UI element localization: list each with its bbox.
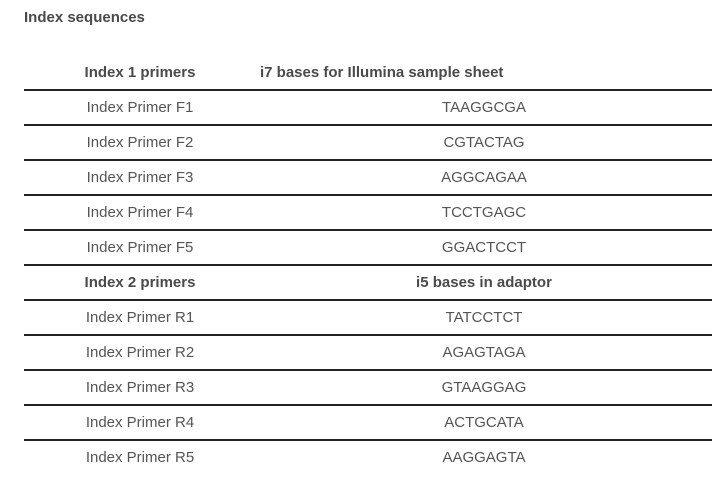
header-cell: Index 2 primers [24, 265, 256, 300]
index-sequences-table [24, 56, 712, 474]
table-row [24, 195, 712, 230]
bases-sequence: AGAGTAGA [256, 335, 712, 370]
primer-name: Index Primer F4 [24, 195, 256, 230]
table-row [24, 125, 712, 160]
table-row [24, 160, 712, 195]
bases-sequence: TATCCTCT [256, 300, 712, 335]
bases-sequence: AAGGAGTA [442, 449, 526, 466]
table-row [24, 300, 712, 335]
header-cell: Index 1 primers [24, 56, 256, 90]
table-header-row [24, 56, 712, 90]
bases-sequence: AGGCAGAA [256, 160, 712, 195]
table-row [24, 405, 712, 440]
bases-sequence: GGACTCCT [256, 230, 712, 265]
bases-sequence: GTAAGGAG [256, 370, 712, 405]
primer-name: Index Primer F5 [24, 230, 256, 265]
page-title: Index sequences [24, 9, 145, 26]
primer-name: Index Primer F2 [24, 125, 256, 160]
table-row [24, 90, 712, 125]
table-row [24, 230, 712, 265]
primer-name: Index Primer R2 [24, 335, 256, 370]
table-header-row [24, 265, 712, 300]
primer-name: Index Primer R5 [85, 449, 195, 466]
primer-name: Index Primer F3 [24, 160, 256, 195]
table-row [24, 335, 712, 370]
header-cell: i7 bases for Illumina sample sheet [256, 56, 712, 90]
bases-sequence: TAAGGCGA [256, 90, 712, 125]
primer-name: Index Primer R3 [24, 370, 256, 405]
bases-sequence: CGTACTAG [256, 125, 712, 160]
primer-name: Index Primer R4 [24, 405, 256, 440]
table-row [24, 440, 712, 474]
table-row [24, 370, 712, 405]
bases-sequence: TCCTGAGC [256, 195, 712, 230]
bases-sequence: ACTGCATA [256, 405, 712, 440]
primer-name: Index Primer F1 [24, 90, 256, 125]
primer-name: Index Primer R1 [24, 300, 256, 335]
header-cell: i5 bases in adaptor [256, 265, 712, 300]
